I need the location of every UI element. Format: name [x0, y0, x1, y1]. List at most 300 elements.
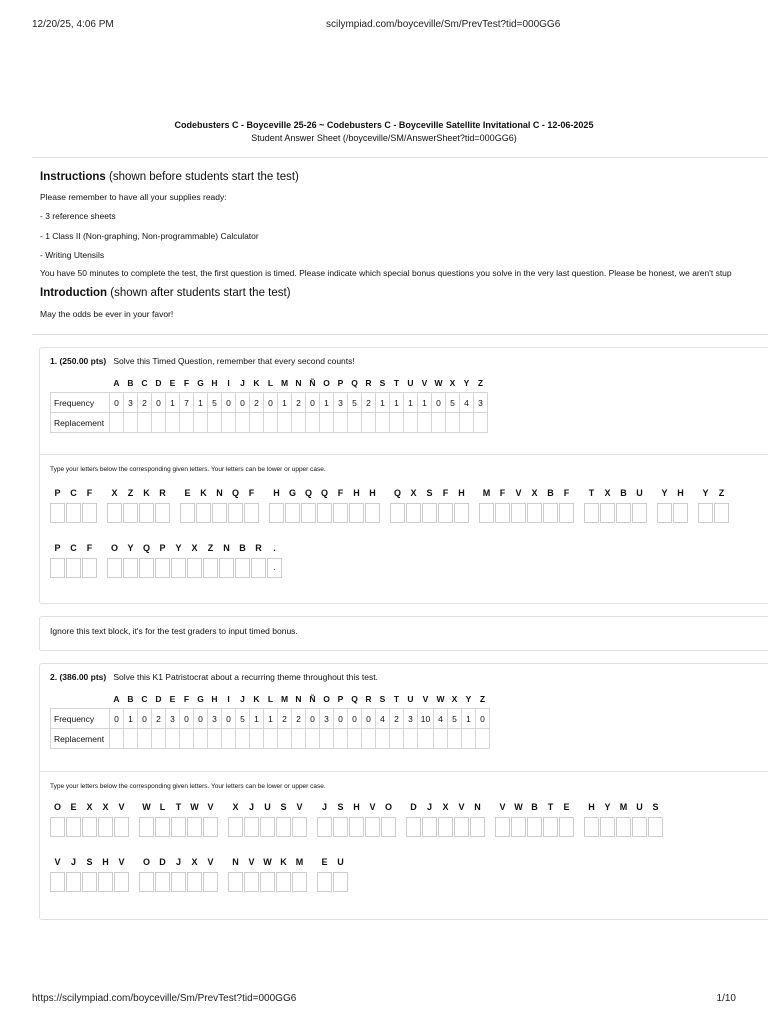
cipher-letter: P [54, 543, 61, 553]
letter-input[interactable] [244, 503, 259, 523]
replacement-input[interactable] [362, 413, 376, 433]
replacement-input[interactable] [306, 729, 320, 749]
replacement-input[interactable] [222, 413, 236, 433]
alphabet-letter: L [267, 377, 274, 388]
alphabet-letter: T [393, 693, 400, 704]
letter-input[interactable] [454, 817, 469, 837]
letter-input[interactable] [123, 503, 138, 523]
letter-input[interactable] [171, 872, 186, 892]
replacement-input[interactable] [306, 413, 320, 433]
letter-input[interactable] [187, 872, 202, 892]
cipher-letter: Q [304, 488, 312, 498]
letter-input[interactable] [82, 503, 97, 523]
alphabet-letter: N [295, 377, 302, 388]
letter-input[interactable] [107, 558, 122, 578]
frequency-value: 3 [334, 393, 348, 413]
frequency-value: 0 [362, 709, 376, 729]
replacement-input[interactable] [250, 413, 264, 433]
replacement-input[interactable] [152, 729, 166, 749]
cipher-letter: H [353, 488, 360, 498]
replacement-input[interactable] [292, 729, 306, 749]
letter-input[interactable] [632, 503, 647, 523]
frequency-value: 1 [166, 393, 180, 413]
cipher-letter: H [458, 488, 465, 498]
letter-input[interactable] [244, 817, 259, 837]
alphabet-letter: O [323, 693, 330, 704]
cipher-letter: U [636, 802, 643, 812]
letter-input[interactable] [673, 503, 688, 523]
letter-input[interactable] [171, 558, 186, 578]
letter-input[interactable] [333, 872, 348, 892]
replacement-input[interactable] [138, 413, 152, 433]
divider [32, 334, 768, 335]
frequency-value: 0 [306, 393, 320, 413]
frequency-value: 3 [124, 393, 138, 413]
replacement-input[interactable] [404, 729, 418, 749]
replacement-input[interactable] [124, 729, 138, 749]
replacement-input[interactable] [362, 729, 376, 749]
alphabet-letter: T [393, 377, 400, 388]
letter-input[interactable] [228, 503, 243, 523]
cipher-letter: P [54, 488, 61, 498]
cipher-letter: V [118, 857, 125, 867]
letter-input[interactable] [438, 817, 453, 837]
alphabet-letter: F [183, 693, 190, 704]
cipher-letter: E [321, 857, 328, 867]
letter-input[interactable] [196, 503, 211, 523]
replacement-input[interactable] [110, 413, 124, 433]
letter-input[interactable] [495, 503, 510, 523]
alphabet-letter: S [379, 693, 386, 704]
letter-input[interactable] [66, 872, 81, 892]
cipher-letter: K [143, 488, 150, 498]
instruction-line: Please remember to have all your supplies ready: [40, 192, 227, 202]
replacement-input[interactable] [166, 413, 180, 433]
frequency-value: 2 [292, 393, 306, 413]
replacement-input[interactable] [110, 729, 124, 749]
replacement-input[interactable] [474, 413, 488, 433]
letter-input[interactable] [50, 872, 65, 892]
letter-input[interactable] [276, 872, 291, 892]
cipher-letter: F [442, 488, 449, 498]
cipher-letter: N [474, 802, 481, 812]
punctuation-cell: . [267, 558, 282, 578]
letter-input[interactable] [317, 503, 332, 523]
cipher-letter: K [200, 488, 207, 498]
alphabet-letter: E [169, 377, 176, 388]
letter-input[interactable] [82, 817, 97, 837]
letter-input[interactable] [82, 558, 97, 578]
alphabet-letter: B [127, 377, 134, 388]
letter-input[interactable] [66, 817, 81, 837]
replacement-input[interactable] [320, 413, 334, 433]
replacement-input[interactable] [446, 413, 460, 433]
question-2-label [50, 672, 378, 682]
replacement-input[interactable] [236, 729, 250, 749]
letter-input[interactable] [82, 872, 97, 892]
replacement-input[interactable] [476, 729, 490, 749]
letter-input[interactable] [114, 817, 129, 837]
cipher-letter: W [514, 802, 523, 812]
letter-input[interactable] [228, 817, 243, 837]
cipher-letter: U [264, 802, 271, 812]
replacement-input[interactable] [236, 413, 250, 433]
letter-input[interactable] [171, 817, 186, 837]
alphabet-letter: S [379, 377, 386, 388]
letter-input[interactable] [527, 503, 542, 523]
cipher-letter: H [588, 802, 595, 812]
alphabet-letter: X [449, 377, 456, 388]
alphabet-letter: A [113, 377, 120, 388]
letter-input[interactable] [390, 503, 405, 523]
letter-input[interactable] [139, 872, 154, 892]
cipher-letter: W [190, 802, 199, 812]
cipher-letter: Q [320, 488, 328, 498]
letter-input[interactable] [285, 503, 300, 523]
frequency-value: 4 [460, 393, 474, 413]
letter-input[interactable] [292, 872, 307, 892]
letter-input[interactable] [50, 503, 65, 523]
divider [32, 157, 768, 158]
letter-input[interactable] [139, 817, 154, 837]
frequency-value: 7 [180, 393, 194, 413]
frequency-value: 2 [390, 709, 404, 729]
cipher-letter: X [531, 488, 538, 498]
instruction-line: - 1 Class II (Non-graphing, Non-programmable) Calculator [40, 231, 259, 241]
letter-input[interactable] [203, 817, 218, 837]
alphabet-letter: M [280, 693, 289, 704]
letter-input[interactable] [365, 503, 380, 523]
frequency-value: 1 [418, 393, 432, 413]
replacement-input[interactable] [432, 413, 446, 433]
alphabet-letter: G [197, 377, 204, 388]
letter-input[interactable] [235, 558, 250, 578]
replacement-input[interactable] [376, 413, 390, 433]
cipher-letter: O [53, 802, 61, 812]
letter-input[interactable] [260, 817, 275, 837]
letter-input[interactable] [269, 503, 284, 523]
letter-input[interactable] [155, 817, 170, 837]
replacement-input[interactable] [418, 729, 434, 749]
replacement-input[interactable] [462, 729, 476, 749]
replacement-input[interactable] [390, 413, 404, 433]
print-datetime: 12/20/25, 4:06 PM [32, 19, 114, 30]
replacement-input[interactable] [166, 729, 180, 749]
letter-input[interactable] [438, 503, 453, 523]
alphabet-letter: Y [465, 693, 472, 704]
cipher-letter: Y [661, 488, 668, 498]
letter-input[interactable] [584, 817, 599, 837]
letter-input[interactable] [317, 872, 332, 892]
frequency-value: 2 [250, 393, 264, 413]
frequency-label: Frequency [51, 393, 110, 413]
frequency-value: 5 [208, 393, 222, 413]
replacement-input[interactable] [320, 729, 334, 749]
letter-input[interactable] [454, 503, 469, 523]
cipher-letter: X [410, 488, 417, 498]
cipher-letter: S [280, 802, 287, 812]
letter-input[interactable] [543, 503, 558, 523]
replacement-input[interactable] [418, 413, 432, 433]
letter-input[interactable] [511, 817, 526, 837]
replacement-input[interactable] [208, 729, 222, 749]
letter-input[interactable] [219, 558, 234, 578]
letter-input[interactable] [139, 558, 154, 578]
cipher-letter: N [216, 488, 223, 498]
replacement-input[interactable] [138, 729, 152, 749]
replacement-input[interactable] [348, 413, 362, 433]
replacement-input[interactable] [334, 413, 348, 433]
letter-input[interactable] [365, 817, 380, 837]
grader-note-card [39, 616, 768, 651]
alphabet-letter: X [451, 693, 458, 704]
print-header [32, 19, 736, 33]
frequency-value: 3 [320, 709, 334, 729]
replacement-input[interactable] [264, 413, 278, 433]
letter-input[interactable] [495, 817, 510, 837]
cipher-letter: F [563, 488, 570, 498]
letter-input[interactable] [301, 503, 316, 523]
letter-input[interactable] [317, 817, 332, 837]
alphabet-letter: Z [479, 693, 486, 704]
question-1-prompt: Solve this Timed Question, remember that every second counts! [113, 356, 355, 366]
cipher-letter: M [619, 802, 628, 812]
letter-input[interactable] [187, 558, 202, 578]
letter-input[interactable] [584, 503, 599, 523]
cipher-letter: X [102, 802, 109, 812]
frequency-value: 0 [110, 709, 124, 729]
instruction-line: You have 50 minutes to complete the test, the first question is timed. Please indicate which special bonus questions you solve in the very last question. Please be honest, we aren't stup [40, 268, 732, 278]
letter-input[interactable] [381, 817, 396, 837]
letter-input[interactable] [107, 503, 122, 523]
alphabet-letter: Ñ [309, 693, 316, 704]
cipher-letter: J [248, 802, 254, 812]
cipher-letter: F [499, 488, 506, 498]
frequency-value: 4 [376, 709, 390, 729]
letter-input[interactable] [543, 817, 558, 837]
letter-input[interactable] [657, 503, 672, 523]
introduction-note: (shown after students start the test) [110, 287, 291, 299]
letter-input[interactable] [648, 817, 663, 837]
letter-input[interactable] [714, 503, 729, 523]
letter-input[interactable] [616, 817, 631, 837]
replacement-input[interactable] [180, 729, 194, 749]
frequency-value: 4 [434, 709, 448, 729]
frequency-value: 1 [124, 709, 138, 729]
letter-input[interactable] [511, 503, 526, 523]
replacement-input[interactable] [180, 413, 194, 433]
letter-input[interactable] [203, 872, 218, 892]
letter-input[interactable] [203, 558, 218, 578]
frequency-value: 2 [138, 393, 152, 413]
cipher-letter: Y [604, 802, 611, 812]
letter-input[interactable] [406, 817, 421, 837]
cipher-letter: B [531, 802, 538, 812]
cipher-letter: B [620, 488, 627, 498]
letter-input[interactable] [187, 817, 202, 837]
frequency-value: 0 [110, 393, 124, 413]
cipher-letter: W [142, 802, 151, 812]
letter-input[interactable] [479, 503, 494, 523]
letter-input[interactable] [600, 503, 615, 523]
alphabet-letter: C [141, 377, 148, 388]
print-footer [32, 993, 736, 1007]
cipher-letter: O [142, 857, 150, 867]
cipher-letter: O [110, 543, 118, 553]
frequency-value: 3 [166, 709, 180, 729]
replacement-input[interactable] [348, 729, 362, 749]
cipher-letter: N [232, 857, 239, 867]
letter-input[interactable] [559, 817, 574, 837]
frequency-value: 5 [348, 393, 362, 413]
question-2-number: 2. (386.00 pts) [50, 672, 107, 682]
footer-url: https://scilympiad.com/boyceville/Sm/PrevTest?tid=000GG6 [32, 993, 297, 1004]
letter-input[interactable] [527, 817, 542, 837]
letter-input[interactable] [260, 872, 275, 892]
alphabet-letter: W [434, 377, 443, 388]
replacement-input[interactable] [194, 413, 208, 433]
alphabet-letter: J [240, 377, 245, 388]
letter-input[interactable] [349, 503, 364, 523]
frequency-value: 0 [194, 709, 208, 729]
cipher-letter: T [547, 802, 554, 812]
replacement-input[interactable] [434, 729, 448, 749]
replacement-input[interactable] [448, 729, 462, 749]
cipher-letter: X [86, 802, 93, 812]
input-hint: Type your letters below the corresponding given letters. Your letters can be lower or upper case. [50, 466, 326, 473]
letter-input[interactable] [422, 503, 437, 523]
cipher-letter: F [248, 488, 255, 498]
letter-input[interactable] [228, 872, 243, 892]
letter-input[interactable] [66, 503, 81, 523]
letter-input[interactable] [600, 817, 615, 837]
replacement-input[interactable] [124, 413, 138, 433]
frequency-value: 1 [320, 393, 334, 413]
letter-input[interactable] [155, 503, 170, 523]
frequency-value: 2 [362, 393, 376, 413]
frequency-value: 1 [278, 393, 292, 413]
introduction-text: May the odds be ever in your favor! [40, 309, 174, 319]
letter-input[interactable] [139, 503, 154, 523]
letter-input[interactable] [123, 558, 138, 578]
frequency-value: 0 [334, 709, 348, 729]
cipher-letter: S [652, 802, 659, 812]
letter-input[interactable] [50, 817, 65, 837]
frequency-value: 0 [236, 393, 250, 413]
letter-input[interactable] [333, 503, 348, 523]
replacement-input[interactable] [250, 729, 264, 749]
replacement-row [51, 413, 488, 433]
letter-input[interactable] [251, 558, 266, 578]
replacement-input[interactable] [278, 413, 292, 433]
letter-input[interactable] [50, 558, 65, 578]
letter-input[interactable] [66, 558, 81, 578]
frequency-value: 5 [446, 393, 460, 413]
cipher-letter: U [636, 488, 643, 498]
cipher-letter: T [588, 488, 595, 498]
letter-input[interactable] [244, 872, 259, 892]
introduction-title: Introduction [40, 287, 108, 299]
cipher-letter: V [499, 802, 506, 812]
letter-input[interactable] [349, 817, 364, 837]
frequency-value: 0 [222, 393, 236, 413]
letter-input[interactable] [333, 817, 348, 837]
alphabet-letter: I [227, 693, 230, 704]
alphabet-letter: V [421, 377, 428, 388]
cipher-letter: X [191, 543, 198, 553]
alphabet-letter: U [407, 377, 414, 388]
letter-input[interactable] [632, 817, 647, 837]
replacement-input[interactable] [404, 413, 418, 433]
frequency-table [50, 689, 490, 749]
replacement-input[interactable] [390, 729, 404, 749]
cipher-letter: V [207, 802, 214, 812]
alphabet-letter: Q [351, 693, 358, 704]
alphabet-letter: G [197, 693, 204, 704]
letter-input[interactable] [276, 817, 291, 837]
letter-input[interactable] [98, 817, 113, 837]
replacement-input[interactable] [208, 413, 222, 433]
replacement-input[interactable] [194, 729, 208, 749]
replacement-input[interactable] [334, 729, 348, 749]
replacement-input[interactable] [222, 729, 236, 749]
letter-input[interactable] [212, 503, 227, 523]
answer-sheet-link[interactable]: Student Answer Sheet (/boyceville/SM/AnswerSheet?tid=000GG6) [251, 133, 517, 143]
question-2-prompt: Solve this K1 Patristocrat about a recurring theme throughout this test. [113, 672, 378, 682]
letter-input[interactable] [616, 503, 631, 523]
replacement-input[interactable] [278, 729, 292, 749]
replacement-input[interactable] [264, 729, 278, 749]
cipher-letter: X [111, 488, 118, 498]
cipher-letter: K [280, 857, 287, 867]
letter-input[interactable] [98, 872, 113, 892]
letter-input[interactable] [155, 558, 170, 578]
letter-input[interactable] [470, 817, 485, 837]
frequency-value: 2 [292, 709, 306, 729]
cipher-letter: J [70, 857, 76, 867]
replacement-input[interactable] [460, 413, 474, 433]
alphabet-letter: V [422, 693, 429, 704]
alphabet-letter: R [365, 693, 372, 704]
letter-input[interactable] [155, 872, 170, 892]
frequency-value: 3 [404, 709, 418, 729]
letter-input[interactable] [114, 872, 129, 892]
cipher-letter: F [86, 543, 93, 553]
frequency-value: 2 [152, 709, 166, 729]
replacement-input[interactable] [292, 413, 306, 433]
letter-input[interactable] [422, 817, 437, 837]
cipher-letter: R [159, 488, 166, 498]
cipher-letter: H [273, 488, 280, 498]
cipher-letter: V [296, 802, 303, 812]
letter-input[interactable] [559, 503, 574, 523]
letter-input[interactable] [406, 503, 421, 523]
cipher-letter: L [159, 802, 166, 812]
instructions-heading [40, 171, 299, 183]
letter-input[interactable] [292, 817, 307, 837]
alphabet-letter: J [240, 693, 245, 704]
test-title: Codebusters C - Boyceville 25-26 ~ Codebusters C - Boyceville Satellite Invitational C - 12-06-2025 [174, 120, 594, 130]
replacement-input[interactable] [152, 413, 166, 433]
letter-input[interactable] [180, 503, 195, 523]
frequency-value: 0 [264, 393, 278, 413]
frequency-value: 10 [418, 709, 434, 729]
cipher-letter: Y [702, 488, 709, 498]
cipher-letter: X [232, 802, 239, 812]
replacement-input[interactable] [376, 729, 390, 749]
letter-input[interactable] [698, 503, 713, 523]
cipher-letter: V [515, 488, 522, 498]
